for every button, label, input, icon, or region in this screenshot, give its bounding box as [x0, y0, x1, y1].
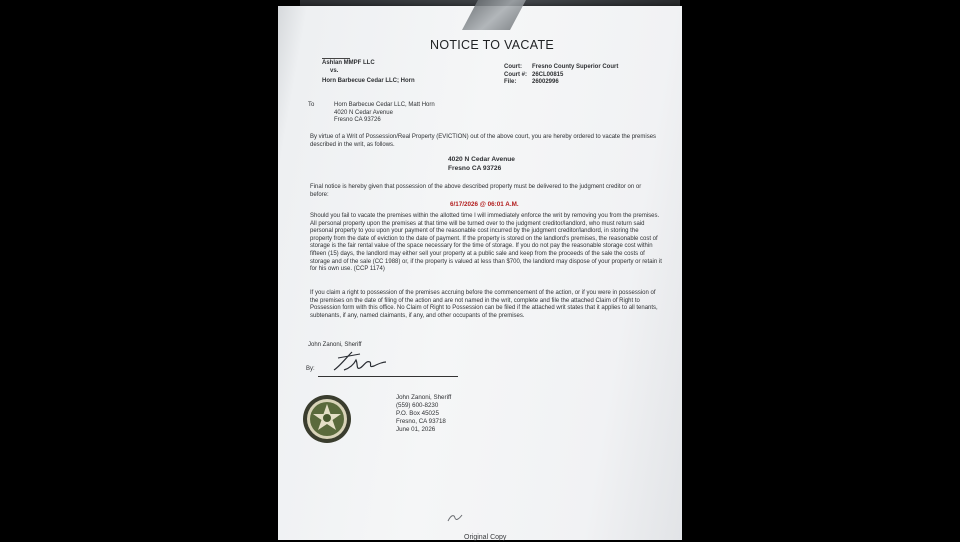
handwritten-mark — [446, 512, 464, 524]
defendant-name: Horn Barbecue Cedar LLC; Horn — [322, 78, 415, 84]
vacate-deadline: 6/17/2026 @ 06:01 A.M. — [450, 201, 519, 208]
sheriff-contact: John Zanoni, Sheriff (559) 600-8230 P.O. Box 45025 Fresno, CA 93718 June 01, 2026 — [396, 394, 452, 433]
caption-line — [322, 58, 350, 59]
notice-title: NOTICE TO VACATE — [430, 38, 555, 52]
final-notice-text: Final notice is hereby given that possession of the above described property must be delivered to the judgment creditor on or before: — [310, 184, 642, 198]
file-row: File: 26002996 — [504, 79, 559, 86]
court-info-block — [504, 64, 618, 87]
sheriff-name: John Zanoni, Sheriff — [308, 342, 362, 348]
claim-paragraph: If you claim a right to possession of the premises accruing before the commencement of the action, or if you were in possession of the premises on the date of filing of the action and are not named in the writ, complete and file the attached Claim of Right to Possession form with this office. No Claim of Right to Possession can be filed if the attached writ states that it applies to all tenants, subtenants, if any, named claimants, if any, and other occupants of the premises. — [310, 290, 658, 319]
to-label: To — [308, 102, 315, 108]
writ-paragraph: By virtue of a Writ of Possession/Real Property (EVICTION) out of the above court, you are hereby ordered to vacate the premises described in the writ, as follows. — [310, 134, 657, 148]
plaintiff-name: Ashlan MMPF LLC — [322, 60, 375, 66]
sheriff-badge-icon — [302, 394, 352, 444]
court-row: Court: Fresno County Superior Court — [504, 64, 619, 70]
court-number-row: Court #: 26CL00815 — [504, 71, 564, 78]
premises-address: 4020 N Cedar Avenue Fresno CA 93726 — [448, 156, 515, 172]
addressee-block: Horn Barbecue Cedar LLC, Matt Horn 4020 N Cedar Avenue Fresno CA 93726 — [334, 102, 435, 124]
storage-paragraph: Should you fail to vacate the premises within the allotted time I will immediately enforce the writ by removing you from the premises. All personal property upon the premises at that time will be turned over to the judgment creditor/landlord, who must return said personal property to you upon your payment of the reasonable cost incurred by the judgment creditor/landlord, in storing the property from the date of eviction to the date of payment. If the property is stored on the landlord's premises, the reasonable cost of storage is the fair rental value of the space necessary for the time of storage. If you do not pay the reasonable storage cost within fifteen (15) days, the landlord may either sell your property at a public sale and keep from the proceeds of the sale the costs of storage and of the sale (CC 1988) or, if the property is valued at less than $700, the landlord may dispose of your property or retain it for his own use. (CCP 1174) — [310, 213, 662, 273]
notice-paper — [278, 6, 682, 540]
footer-label: Original Copy — [464, 534, 507, 541]
by-label: By: — [306, 366, 315, 372]
versus-label: vs. — [330, 68, 339, 74]
signature-image — [330, 348, 390, 376]
signature-line — [318, 376, 458, 377]
